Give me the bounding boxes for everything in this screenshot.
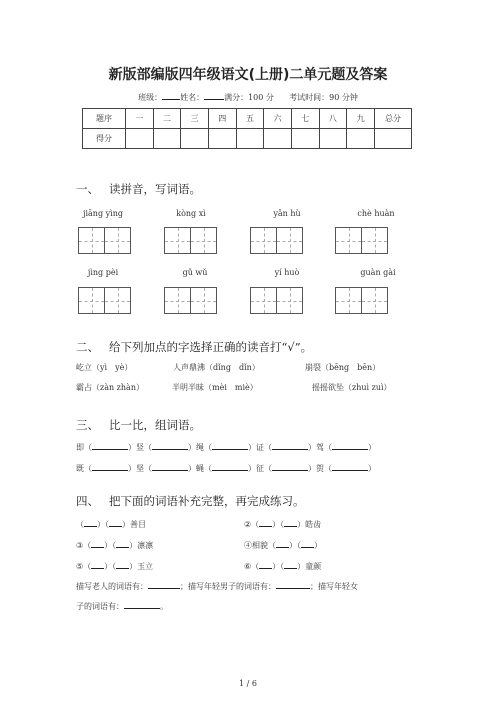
reading-item[interactable]: 半明半昧（mèi miè）	[172, 383, 258, 392]
exam-time: 考试时间：90 分钟	[289, 93, 358, 102]
score-cell[interactable]	[347, 129, 375, 149]
idiom-item: ⑤（ ）（ ）玉立	[76, 562, 154, 571]
answer-blank[interactable]	[284, 560, 297, 569]
answer-blank[interactable]	[212, 441, 248, 450]
score-header-cell: 七	[291, 109, 319, 129]
idiom-item: ⑥（ ）（ ）童颜	[244, 562, 322, 571]
score-header-cell: 题序	[83, 109, 126, 129]
answer-blank[interactable]	[259, 518, 272, 527]
name-blank	[204, 91, 224, 100]
idiom-item: ③（ ）（ ）凛凛	[76, 541, 154, 550]
section-2-title: 给下列加点的字选择正确的读音打“√”。	[109, 340, 313, 354]
section-2-heading	[76, 339, 312, 355]
classify-line-2: 子的词语有： 。	[76, 602, 168, 611]
compare-char: 竖	[136, 443, 144, 452]
score-table-header	[83, 109, 412, 129]
writing-box[interactable]	[164, 227, 216, 254]
score-cell[interactable]	[208, 129, 236, 149]
compare-char: 绳	[196, 443, 204, 452]
section-1-number: 一、	[76, 182, 99, 196]
score-cell[interactable]	[264, 129, 292, 149]
answer-blank[interactable]	[276, 580, 310, 589]
answer-blank[interactable]	[301, 539, 314, 548]
compare-char: 贺	[316, 464, 324, 473]
score-cell[interactable]	[375, 129, 412, 149]
answer-blank[interactable]	[91, 539, 104, 548]
reading-item[interactable]: 人声鼎沸（dǐng dǐn）	[173, 363, 260, 372]
section-4-heading	[76, 493, 305, 509]
writing-box[interactable]	[164, 287, 216, 314]
exam-info	[0, 91, 496, 103]
writing-box[interactable]	[78, 287, 130, 314]
answer-blank[interactable]	[276, 539, 289, 548]
answer-blank[interactable]	[152, 441, 188, 450]
full-score: 满分：100 分	[224, 93, 274, 102]
score-header-cell: 五	[236, 109, 264, 129]
pinyin-label: yí huò	[274, 268, 300, 277]
score-header-cell: 八	[319, 109, 347, 129]
answer-blank[interactable]	[148, 580, 180, 589]
page-number: 1 / 6	[239, 679, 257, 688]
writing-box[interactable]	[335, 227, 387, 254]
score-table-row	[83, 129, 412, 149]
pinyin-label: jiāng yìng	[83, 209, 123, 218]
section-4-number: 四、	[76, 494, 99, 508]
score-header-cell: 二	[153, 109, 181, 129]
score-row-label: 得分	[83, 129, 126, 149]
pinyin-label: gǔ wǔ	[182, 268, 208, 277]
writing-box[interactable]	[250, 287, 302, 314]
compare-char: 既	[76, 464, 84, 473]
answer-blank[interactable]	[116, 560, 129, 569]
score-header-cell: 六	[264, 109, 292, 129]
idiom-item: ②（ ）（ ）皓齿	[244, 520, 322, 529]
section-1-heading	[76, 181, 201, 197]
reading-item[interactable]: 崩裂（bēng bēn）	[305, 363, 381, 372]
answer-blank[interactable]	[124, 600, 160, 609]
reading-item[interactable]: 摇摇欲坠（zhuì zuì）	[312, 383, 392, 392]
pinyin-label: jìng pèi	[87, 268, 119, 277]
writing-box[interactable]	[335, 287, 387, 314]
answer-blank[interactable]	[109, 518, 122, 527]
class-label: 班级：	[138, 93, 163, 102]
compare-row-2: 既（ ）坚（ ）蝇（ ）征（ ）贺（ ）	[76, 464, 376, 473]
section-3-number: 三、	[76, 418, 99, 432]
score-header-cell: 九	[347, 109, 375, 129]
section-4-title: 把下面的词语补充完整，再完成练习。	[109, 494, 305, 508]
score-cell[interactable]	[181, 129, 209, 149]
idiom-item: ④相貌（ ）（ ）	[244, 541, 322, 550]
answer-blank[interactable]	[92, 462, 128, 471]
score-cell[interactable]	[291, 129, 319, 149]
section-3-title: 比一比，组词语。	[109, 418, 201, 432]
score-cell[interactable]	[153, 129, 181, 149]
section-1-title: 读拼音，写词语。	[109, 182, 201, 196]
pinyin-label: yǎn hù	[273, 209, 301, 218]
answer-blank[interactable]	[152, 462, 188, 471]
compare-char: 坚	[136, 464, 144, 473]
name-label: 姓名：	[180, 93, 205, 102]
score-cell[interactable]	[236, 129, 264, 149]
answer-blank[interactable]	[91, 560, 104, 569]
answer-blank[interactable]	[259, 560, 272, 569]
compare-char: 驾	[316, 443, 324, 452]
classify-line-1: 描写老人的词语有： ；描写年轻男子的词语有： ；描写年轻女	[76, 582, 358, 591]
pinyin-label: chè huàn	[357, 209, 395, 218]
answer-blank[interactable]	[332, 462, 368, 471]
writing-box[interactable]	[250, 227, 302, 254]
reading-item[interactable]: 屹立（yì yè）	[76, 363, 133, 372]
answer-blank[interactable]	[84, 518, 97, 527]
page-title: 新版部编版四年级语文(上册)二单元题及答案	[108, 67, 388, 83]
score-table	[82, 108, 412, 149]
class-blank	[162, 91, 180, 100]
compare-char: 征	[256, 464, 264, 473]
score-header-cell: 总分	[375, 109, 412, 129]
compare-row-1: 即（ ）竖（ ）绳（ ）证（ ）驾（ ）	[76, 443, 376, 452]
answer-blank[interactable]	[92, 441, 128, 450]
answer-blank[interactable]	[272, 462, 308, 471]
answer-blank[interactable]	[212, 462, 248, 471]
answer-blank[interactable]	[116, 539, 129, 548]
section-2-number: 二、	[76, 340, 99, 354]
compare-char: 证	[256, 443, 264, 452]
reading-item[interactable]: 霸占（zàn zhàn）	[76, 383, 144, 392]
score-cell[interactable]	[126, 129, 154, 149]
pinyin-label: kòng xì	[176, 209, 206, 218]
compare-char: 即	[76, 443, 84, 452]
answer-blank[interactable]	[332, 441, 368, 450]
score-header-cell: 三	[181, 109, 209, 129]
answer-blank[interactable]	[284, 518, 297, 527]
score-header-cell: 四	[208, 109, 236, 129]
score-cell[interactable]	[319, 129, 347, 149]
answer-blank[interactable]	[272, 441, 308, 450]
pinyin-label: guàn gài	[360, 268, 396, 277]
writing-box[interactable]	[78, 227, 130, 254]
idiom-item: （ ）（ ）善目	[76, 520, 146, 529]
section-3-heading	[76, 417, 201, 433]
compare-char: 蝇	[196, 464, 204, 473]
score-header-cell: 一	[126, 109, 154, 129]
